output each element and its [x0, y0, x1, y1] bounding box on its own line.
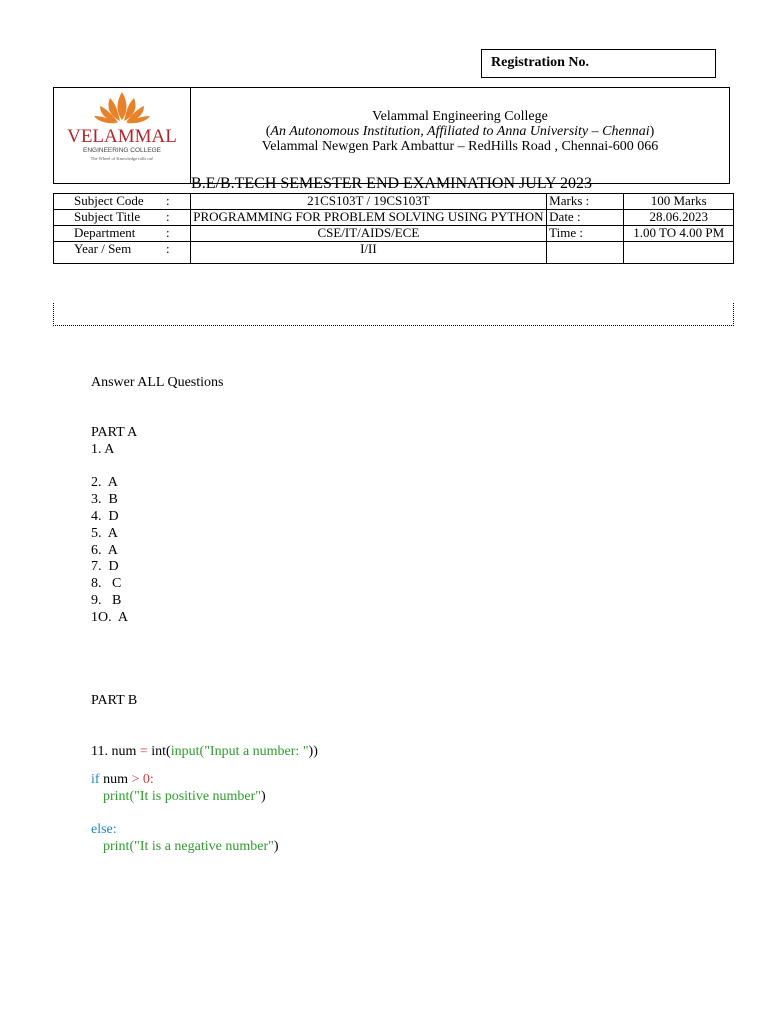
code-line-1: 11. num = int(input("Input a number: ")) [91, 744, 318, 759]
department-label: Department [74, 225, 136, 240]
college-name: Velammal Engineering College [372, 109, 548, 124]
college-subtitle: (An Autonomous Institution, Affiliated to Anna University – Chennai) [265, 124, 655, 139]
question-number: 11. [91, 744, 112, 759]
year-sem-value: I/II [190, 242, 547, 264]
year-sem-label: Year / Sem [74, 241, 132, 256]
registration-number-box [481, 49, 716, 78]
answer-6: 6. A [91, 543, 118, 558]
institution-details [191, 88, 729, 183]
answer-3: 3. B [91, 492, 118, 507]
answer-5: 5. A [91, 526, 118, 541]
answer-4: 4. D [91, 509, 119, 524]
college-header [53, 87, 730, 184]
answer-9: 9. B [91, 593, 122, 608]
time-label: Time : [547, 226, 624, 242]
table-row: Year / Sem : I/II [54, 242, 734, 264]
lotus-logo-icon [60, 88, 184, 168]
part-b-heading: PART B [91, 693, 138, 708]
time-value: 1.00 TO 4.00 PM [624, 226, 734, 242]
answer-2: 2. A [91, 475, 118, 490]
exam-info-table [53, 193, 734, 264]
marks-label: Marks : [547, 194, 624, 210]
department-value: CSE/IT/AIDS/ECE [190, 226, 547, 242]
logo-name: VELAMMAL [67, 126, 177, 147]
logo-tagline: The Wheel of Knowledge rolls on! [90, 156, 154, 161]
table-row: Subject Code : 21CS103T / 19CS103T Marks : 100 Marks [54, 194, 734, 210]
date-label: Date : [547, 210, 624, 226]
answer-1: 1. A [91, 442, 115, 457]
empty-cell [624, 242, 734, 264]
answer-10: 1O. A [91, 610, 128, 625]
subject-code-label: Subject Code [74, 193, 144, 208]
subject-title-label: Subject Title [74, 209, 141, 224]
subject-code-value: 21CS103T / 19CS103T [190, 194, 547, 210]
instructions-text: Answer ALL Questions [91, 375, 224, 390]
answer-8: 8. C [91, 576, 122, 591]
marks-value: 100 Marks [624, 194, 734, 210]
date-value: 28.06.2023 [624, 210, 734, 226]
code-line-2: if num > 0: [91, 772, 154, 787]
college-affiliation: An Autonomous Institution, Affiliated to Anna University – Chennai [270, 124, 650, 139]
empty-cell [547, 242, 624, 264]
code-line-4: else: [91, 822, 117, 837]
answer-7: 7. D [91, 559, 119, 574]
code-line-5: print("It is a negative number") [103, 839, 279, 854]
code-line-3: print("It is positive number") [103, 789, 266, 804]
table-row: Department : CSE/IT/AIDS/ECE Time : 1.00 TO 4.00 PM [54, 226, 734, 242]
college-logo [54, 88, 191, 183]
registration-label: Registration No. [491, 55, 589, 70]
table-row: Subject Title : PROGRAMMING FOR PROBLEM SOLVING USING PYTHON Date : 28.06.2023 [54, 210, 734, 226]
logo-sub: ENGINEERING COLLEGE [82, 147, 162, 154]
dotted-separator-row [53, 303, 734, 326]
exam-title: B.E/B.TECH SEMESTER END EXAMINATION JULY 2023 [191, 175, 592, 192]
part-a-heading: PART A [91, 425, 138, 440]
subject-title-value: PROGRAMMING FOR PROBLEM SOLVING USING PYTHON [190, 210, 547, 226]
college-address: Velammal Newgen Park Ambattur – RedHills Road , Chennai-600 066 [261, 139, 659, 154]
